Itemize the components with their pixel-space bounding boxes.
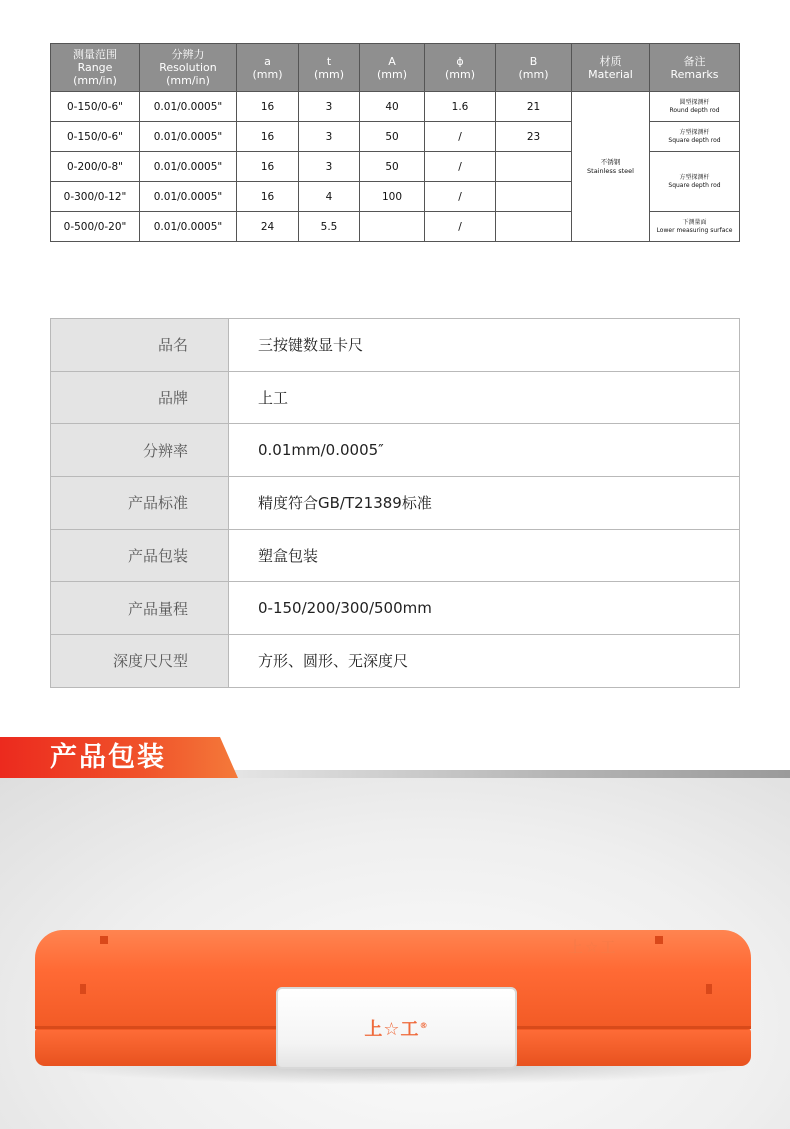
case-notch <box>100 936 108 944</box>
info-value: 精度符合GB/T21389标准 <box>229 477 740 530</box>
header-phi: ϕ (mm) <box>425 44 496 92</box>
cell-B: 21 <box>496 92 572 122</box>
cell-remarks: 方型探测杆 Square depth rod <box>650 122 740 152</box>
section-divider-bar <box>225 770 790 778</box>
cell-a: 16 <box>237 182 299 212</box>
cell-A <box>360 212 425 242</box>
header-range: 测量范围 Range (mm/in) <box>51 44 140 92</box>
cell-phi: / <box>425 122 496 152</box>
header-B: B (mm) <box>496 44 572 92</box>
spec-header-row <box>51 44 740 92</box>
header-a: a (mm) <box>237 44 299 92</box>
embossed-logo: 上☆工 <box>568 938 618 956</box>
cell-range: 0-300/0-12" <box>51 182 140 212</box>
cell-phi: / <box>425 182 496 212</box>
info-value: 三按键数显卡尺 <box>229 319 740 372</box>
info-value: 0.01mm/0.0005″ <box>229 424 740 477</box>
info-key: 品牌 <box>51 371 229 424</box>
info-key: 品名 <box>51 319 229 372</box>
case-notch <box>655 936 663 944</box>
spec-table <box>50 43 740 242</box>
info-value: 0-150/200/300/500mm <box>229 582 740 635</box>
cell-t: 5.5 <box>299 212 360 242</box>
cell-phi: / <box>425 152 496 182</box>
info-key: 分辨率 <box>51 424 229 477</box>
header-A: A (mm) <box>360 44 425 92</box>
cell-A: 50 <box>360 122 425 152</box>
cell-phi: 1.6 <box>425 92 496 122</box>
cell-phi: / <box>425 212 496 242</box>
info-row <box>51 529 740 582</box>
cell-a: 16 <box>237 152 299 182</box>
info-value: 塑盒包装 <box>229 529 740 582</box>
cell-a: 16 <box>237 122 299 152</box>
info-row <box>51 635 740 688</box>
cell-remarks: 圆型探测杆 Round depth rod <box>650 92 740 122</box>
cell-a: 16 <box>237 92 299 122</box>
cell-resolution: 0.01/0.0005" <box>140 92 237 122</box>
cell-t: 3 <box>299 122 360 152</box>
brand-logo-text: 上☆工 <box>364 1019 420 1040</box>
cell-A: 40 <box>360 92 425 122</box>
case-notch <box>80 984 86 994</box>
cell-B: 23 <box>496 122 572 152</box>
info-row <box>51 582 740 635</box>
cell-resolution: 0.01/0.0005" <box>140 212 237 242</box>
cell-B <box>496 152 572 182</box>
info-row <box>51 319 740 372</box>
cell-B <box>496 182 572 212</box>
registered-mark: ® <box>419 1021 429 1030</box>
info-key: 深度尺尺型 <box>51 635 229 688</box>
info-key: 产品量程 <box>51 582 229 635</box>
info-value: 上工 <box>229 371 740 424</box>
cell-a: 24 <box>237 212 299 242</box>
cell-resolution: 0.01/0.0005" <box>140 122 237 152</box>
header-t: t (mm) <box>299 44 360 92</box>
cell-t: 3 <box>299 152 360 182</box>
product-info-table <box>50 318 740 688</box>
header-resolution: 分辨力 Resolution (mm/in) <box>140 44 237 92</box>
info-key: 产品包装 <box>51 529 229 582</box>
cell-t: 3 <box>299 92 360 122</box>
case-notch <box>706 984 712 994</box>
info-row <box>51 371 740 424</box>
section-title: 产品包装 <box>50 742 166 773</box>
header-remarks: 备注 Remarks <box>650 44 740 92</box>
cell-remarks: 下测量面 Lower measuring surface <box>650 212 740 242</box>
header-material: 材质 Material <box>572 44 650 92</box>
info-value: 方形、圆形、无深度尺 <box>229 635 740 688</box>
cell-resolution: 0.01/0.0005" <box>140 182 237 212</box>
cell-A: 100 <box>360 182 425 212</box>
cell-A: 50 <box>360 152 425 182</box>
cell-material: 不锈钢 Stainless steel <box>572 92 650 242</box>
cell-range: 0-200/0-8" <box>51 152 140 182</box>
cell-B <box>496 212 572 242</box>
info-row <box>51 477 740 530</box>
cell-range: 0-150/0-6" <box>51 122 140 152</box>
case-latch <box>276 987 517 1069</box>
cell-t: 4 <box>299 182 360 212</box>
brand-logo <box>278 1015 515 1041</box>
table-row <box>51 92 740 122</box>
cell-remarks: 方型探测杆 Square depth rod <box>650 152 740 212</box>
cell-range: 0-150/0-6" <box>51 92 140 122</box>
cell-range: 0-500/0-20" <box>51 212 140 242</box>
info-key: 产品标准 <box>51 477 229 530</box>
info-row <box>51 424 740 477</box>
cell-resolution: 0.01/0.0005" <box>140 152 237 182</box>
